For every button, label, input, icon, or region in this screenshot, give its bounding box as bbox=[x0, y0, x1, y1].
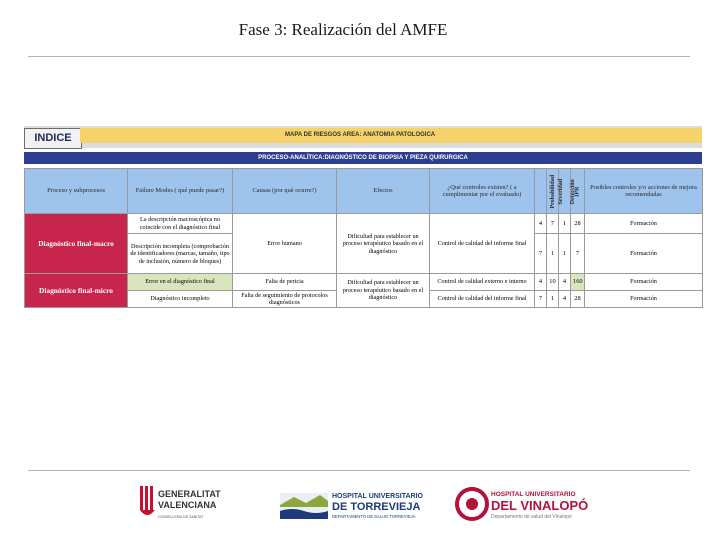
cause-cell: Falta de seguimiento de protocolos diagnósticos bbox=[233, 291, 337, 308]
control-cell: Control de calidad del informe final bbox=[430, 214, 535, 274]
table-header-row bbox=[25, 169, 703, 214]
header-detection: Detección bbox=[559, 169, 571, 214]
slide-title: Fase 3: Realización del AMFE bbox=[238, 20, 448, 39]
header-causes: Causas (por qué ocurre?) bbox=[233, 169, 337, 214]
ipr-value: 7 bbox=[571, 234, 585, 274]
header-effects: Efectos bbox=[337, 169, 430, 214]
process-cell: Diagnóstico final-micro bbox=[25, 274, 128, 308]
map-title: MAPA DE RIESGOS AREA: ANATOMIA PATOLOGICA bbox=[80, 128, 702, 143]
cause-cell: Error humano bbox=[233, 214, 337, 274]
detection-value: 1 bbox=[559, 234, 571, 274]
ipr-value: 160 bbox=[571, 274, 585, 291]
failure-mode-cell: Diagnóstico incompleto bbox=[128, 291, 233, 308]
trv-line2: DE TORREVIEJA bbox=[332, 501, 421, 513]
severity-value: 1 bbox=[547, 234, 559, 274]
header-severity: Severidad bbox=[547, 169, 559, 214]
bottom-divider bbox=[28, 470, 690, 471]
probability-value: 4 bbox=[535, 274, 547, 291]
vin-line2: DEL VINALOPÓ bbox=[491, 498, 589, 513]
header-controls: ¿Qué controles existen? ( a cumplimentar por el evaluado) bbox=[430, 169, 535, 214]
header-process: Proceso y subprocesos bbox=[25, 169, 128, 214]
effect-cell: Dificultad para establecer un proceso terapéutico basado en el diagnóstico bbox=[337, 214, 430, 274]
table-row bbox=[25, 274, 703, 291]
table-row bbox=[25, 214, 703, 234]
failure-mode-cell: Descripción incompleta (comprobación de identificadores (marcas, tamaño, tipo de inclusión, número de bloques) bbox=[128, 234, 233, 274]
process-cell: Diagnóstico final-macro bbox=[25, 214, 128, 274]
probability-value: 7 bbox=[535, 234, 547, 274]
gva-line1: GENERALITAT bbox=[158, 489, 221, 499]
generalitat-valenciana-logo bbox=[138, 484, 221, 524]
severity-value: 1 bbox=[547, 291, 559, 308]
top-divider bbox=[28, 56, 690, 57]
cause-cell: Falta de pericia bbox=[233, 274, 337, 291]
action-cell: Formación bbox=[585, 234, 703, 274]
control-cell: Control de calidad externo e interno bbox=[430, 274, 535, 291]
detection-value: 1 bbox=[559, 214, 571, 234]
severity-value: 7 bbox=[547, 214, 559, 234]
action-cell: Formación bbox=[585, 274, 703, 291]
action-cell: Formación bbox=[585, 291, 703, 308]
trv-sub: DEPARTAMENTO DE SALUD TORREVIEJA bbox=[332, 514, 416, 519]
hospital-vinalopo-logo bbox=[455, 486, 595, 522]
ipr-value: 28 bbox=[571, 291, 585, 308]
probability-value: 4 bbox=[535, 214, 547, 234]
header-failure-modes: Failure Modes ( qué puede pasar?) bbox=[128, 169, 233, 214]
gva-sub: CONSELLERIA DE SANITAT bbox=[158, 515, 204, 519]
vin-sub: Departamento de salud del Vinalopó bbox=[491, 514, 572, 520]
process-title: PROCESO-ANALÍTICA:DIAGNÓSTICO DE BIOPSIA Y PIEZA QUIRURGICA bbox=[24, 152, 702, 164]
control-cell: Control de calidad del informe final bbox=[430, 291, 535, 308]
hospital-torrevieja-logo bbox=[280, 487, 430, 521]
trv-line1: HOSPITAL UNIVERSITARIO bbox=[332, 493, 424, 500]
detection-value: 4 bbox=[559, 291, 571, 308]
probability-value: 7 bbox=[535, 291, 547, 308]
ipr-value: 28 bbox=[571, 214, 585, 234]
failure-mode-cell: La descripción macroscópica no coincide con el diagnóstico final bbox=[128, 214, 233, 234]
effect-cell: Dificultad para establecer un proceso terapéutico basado en el diagnóstico bbox=[337, 274, 430, 308]
action-cell: Formación bbox=[585, 214, 703, 234]
failure-mode-cell: Error en el diagnóstico final bbox=[128, 274, 233, 291]
header-probability: Probabilidad bbox=[535, 169, 547, 214]
index-label[interactable]: INDICE bbox=[24, 128, 82, 149]
amfe-table bbox=[24, 168, 703, 308]
header-actions: Posibles controles y/o acciones de mejora recomendadas bbox=[585, 169, 703, 214]
detection-value: 4 bbox=[559, 274, 571, 291]
severity-value: 10 bbox=[547, 274, 559, 291]
footer-logos bbox=[0, 484, 720, 524]
vin-line1: HOSPITAL UNIVERSITARIO bbox=[491, 491, 576, 498]
risk-map-sheet bbox=[24, 126, 702, 311]
gva-line2: VALENCIANA bbox=[158, 500, 217, 510]
header-ipr: IPR bbox=[571, 169, 585, 214]
